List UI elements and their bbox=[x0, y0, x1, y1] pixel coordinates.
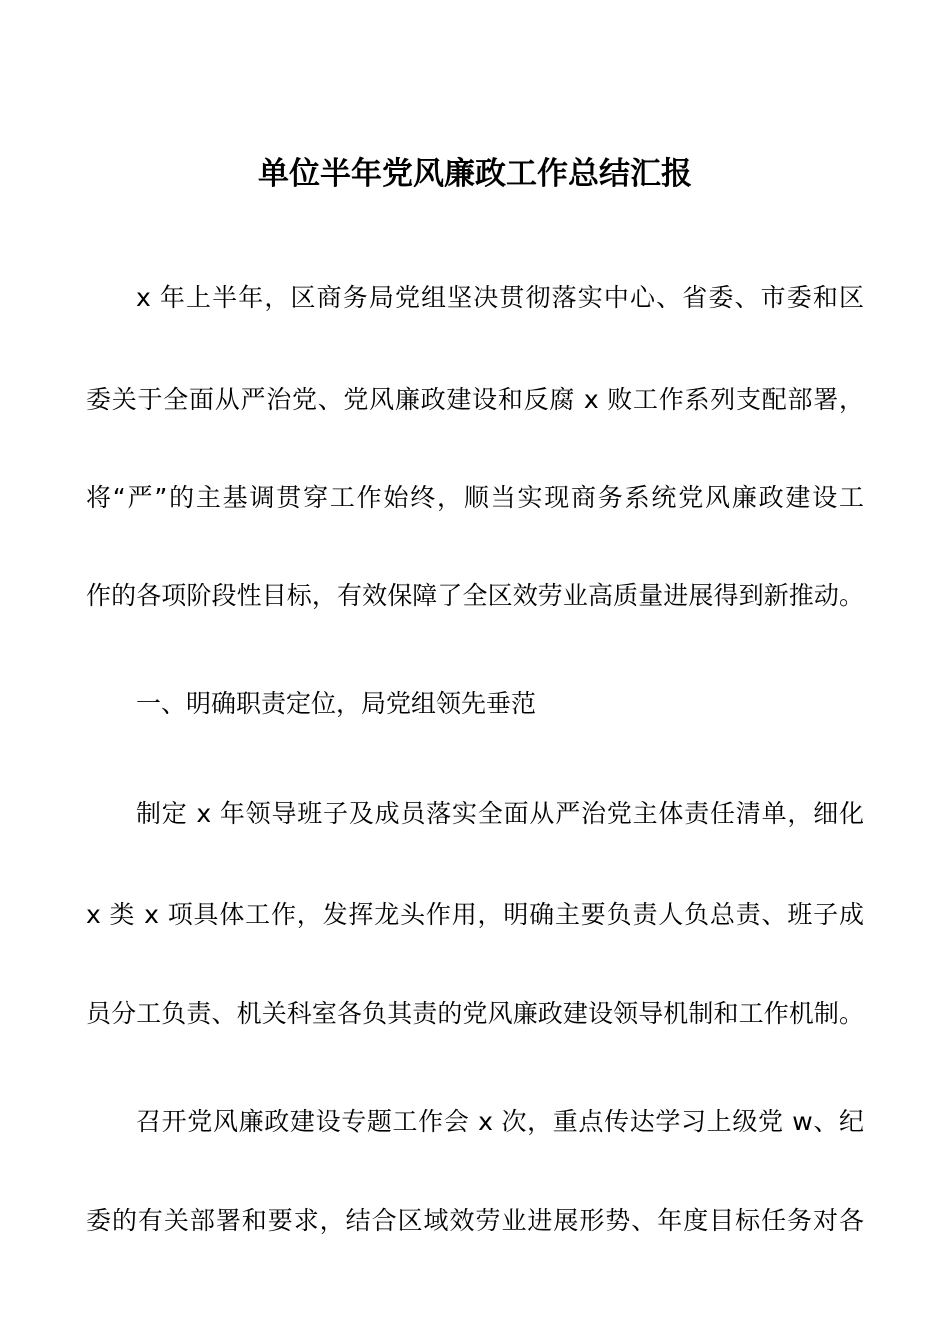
paragraph-1-line-4: 作的各项阶段性目标，有效保障了全区效劳业高质量进展得到新推动。 bbox=[86, 581, 864, 610]
paragraph-3-line-1: 召开党风廉政建设专题工作会 x 次，重点传达学习上级党 w、纪 bbox=[136, 1107, 864, 1136]
section-heading-1: 一、明确职责定位，局党组领先垂范 bbox=[136, 689, 537, 718]
paragraph-1-line-3: 将“严”的主基调贯穿工作始终，顺当实现商务系统党风廉政建设工 bbox=[86, 483, 864, 512]
paragraph-1-line-1: x 年上半年，区商务局党组坚决贯彻落实中心、省委、市委和区 bbox=[136, 283, 864, 312]
paragraph-1-line-2: 委关于全面从严治党、党风廉政建设和反腐 x 败工作系列支配部署， bbox=[86, 385, 864, 414]
paragraph-2-line-3: 员分工负责、机关科室各负其责的党风廉政建设领导机制和工作机制。 bbox=[86, 999, 864, 1028]
paragraph-2-line-2: x 类 x 项具体工作，发挥龙头作用，明确主要负责人负总责、班子成 bbox=[86, 900, 864, 929]
paragraph-2-line-1: 制定 x 年领导班子及成员落实全面从严治党主体责任清单，细化 bbox=[136, 799, 864, 828]
document-title: 单位半年党风廉政工作总结汇报 bbox=[258, 156, 692, 192]
paragraph-3-line-2: 委的有关部署和要求，结合区域效劳业进展形势、年度目标任务对各 bbox=[86, 1206, 864, 1235]
